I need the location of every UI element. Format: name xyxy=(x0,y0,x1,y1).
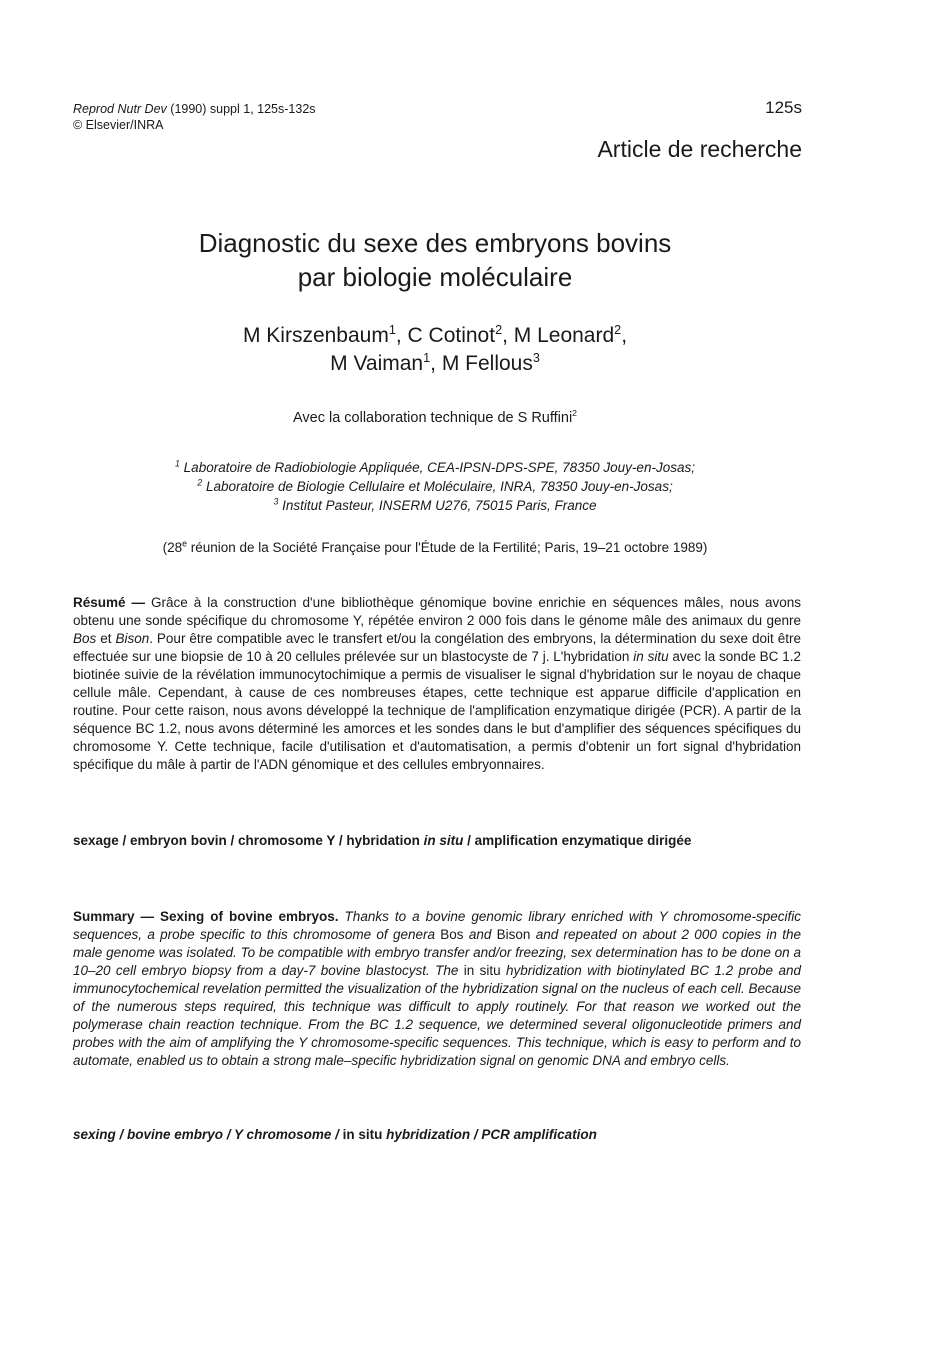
title-line-2: par biologie moléculaire xyxy=(297,262,573,292)
article-type: Article de recherche xyxy=(597,136,802,162)
meeting-note: (28e réunion de la Société Française pour l'Étude de la Fertilité; Paris, 19–21 octobre 1989) xyxy=(162,538,708,555)
article-title xyxy=(0,226,870,294)
author-name: M Leonard xyxy=(513,324,615,347)
summary-title: Sexing of bovine embryos. xyxy=(154,909,339,924)
title-line-1: Diagnostic du sexe des embryons bovins xyxy=(198,228,672,258)
affiliation-line: $^2$ Laboratoire de Biologie Cellulaire et Moléculaire, INRA, 78350 Jouy-en-Josas; xyxy=(197,477,673,494)
affiliation-line: $^3$ Institut Pasteur, INSERM U276, 75015 Paris, France xyxy=(273,496,597,513)
author-affil-mark: 1 xyxy=(423,351,431,365)
summary-paragraph: Summary — Sexing of bovine embryos. Thanks to a bovine genomic library enriched with Y chromosome-specific sequences, a probe specific to this chromosome of genera Bos and Bison and repeated on about 2 000 copies in the male genome was isolated. To be compatible with embryo transfer and/or freezing, sex determination has to be done on a 10–20 cell embryo biopsy from a day-7 bovine blastocyst. The in situ hybridization with biotinylated BC 1.2 probe and immunocytochemical revelation permitted the visualization of the hybridization signal on the nucleus of each cell. Because of the numerous steps required, this technique was difficult to apply routinely. For that reason we worked out the polymerase chain reaction technique. From the BC 1.2 sequence, we determined several oligonucleotide primers and probes with the aim of amplifying the Y chromosome-specific sequences. This technique, which is easy to perform and to automate, enabled us to obtain a strong male–specific hybridization signal on genomic DNA and embryo cells. xyxy=(73,909,801,1068)
collaboration-text: Avec la collaboration technique de S Ruffini xyxy=(292,410,573,426)
journal-citation xyxy=(73,101,316,133)
author-affil-mark: 2 xyxy=(495,323,503,337)
resume-label: Résumé — xyxy=(73,595,146,610)
page-number: 125s xyxy=(765,98,802,117)
summary-label: Summary — xyxy=(73,909,155,924)
affiliation-line: $^1$ Laboratoire de Radiobiologie Appliquée, CEA-IPSN-DPS-SPE, 78350 Jouy-en-Josas; xyxy=(175,458,695,475)
affiliations xyxy=(0,458,870,515)
technical-collaboration xyxy=(0,410,870,426)
publisher: © Elsevier/INRA xyxy=(73,118,164,132)
author-affil-mark: 1 xyxy=(388,323,396,337)
author-affil-mark: 3 xyxy=(532,351,540,365)
collaboration-affil-mark: 2 xyxy=(572,408,578,419)
author-name: C Cotinot xyxy=(407,324,496,347)
author-name: M Kirszenbaum xyxy=(242,324,389,347)
resume-paragraph: Résumé — Grâce à la construction d'une bibliothèque génomique bovine enrichie en séquences mâles, nous avons obtenu une sonde spécifique du chromosome Y, répétée environ 2 000 fois dans le génome mâle des animaux du genre Bos et Bison. Pour être compatible avec le transfert et/ou la congélation des embryons, la détermination du sexe doit être effectuée sur une biopsie de 10 à 20 cellules prélevée sur un blastocyste de 7 j. L'hybridation in situ avec la sonde BC 1.2 biotinée suivie de la révélation immunocytochimique a permis de visualiser le signal d'hybridation sur le noyau de chaque cellule mâle. Cependant, à cause de ces nombreuses étapes, cette technique est apparue difficile d'application en routine. Pour cette raison, nous avons développé la technique de l'amplification enzymatique dirigée (PCR). A partir de la séquence BC 1.2, nous avons déterminé les amorces et les sondes dans le but d'amplifier des séquences spécifiques du chromosome Y. Cette technique, facile d'utilisation et d'automatisation, a permis d'obtenir un fort signal d'hybridation spécifique du mâle à partir de l'ADN génomique et des cellules embryonnaires. xyxy=(73,595,801,772)
author-name: M Fellous xyxy=(441,352,533,375)
citation-details: (1990) suppl 1, 125s-132s xyxy=(170,102,316,116)
author-list: M Kirszenbaum$^1$, C Cotinot$^2$, M Leonard$^2$, M Vaiman$^1$, M Fellous$^3$ xyxy=(242,323,628,375)
keywords-english: sexing / bovine embryo / Y chromosome / in situ hybridization / PCR amplification xyxy=(73,1127,597,1142)
author-name: M Vaiman xyxy=(330,352,424,375)
keywords-french: sexage / embryon bovin / chromosome Y / hybridation in situ / amplification enzymatique dirigée xyxy=(73,833,692,848)
journal-name: Reprod Nutr Dev xyxy=(73,102,167,116)
author-affil-mark: 2 xyxy=(614,323,622,337)
